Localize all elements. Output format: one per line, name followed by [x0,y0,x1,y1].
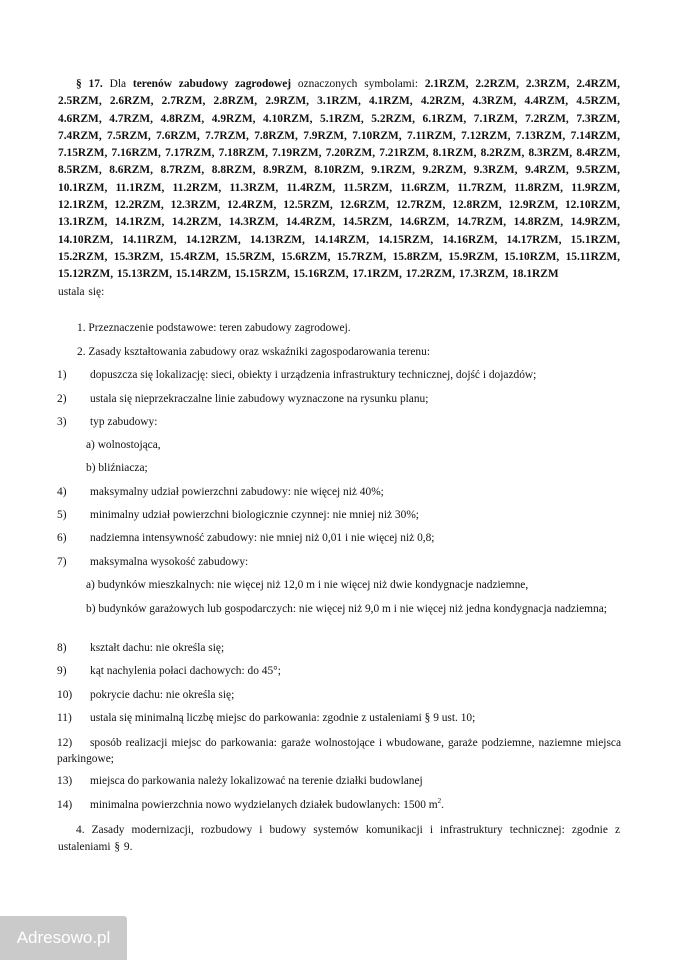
item-number: 4) [57,486,67,498]
list-item [57,711,475,726]
intro-text: Dla [109,78,127,90]
item-end: . [441,799,444,811]
list-item [57,735,621,767]
item-number: 14) [57,799,73,811]
item-number: 10) [57,689,73,701]
point-2: 2. Zasady kształtowania zabudowy oraz wskaźniki zagospodarowania terenu: [77,346,430,358]
list-item [57,392,428,407]
list-item [57,555,248,570]
list-item [57,415,157,430]
sub-item: a) budynków mieszkalnych: nie więcej niż 12,0 m i nie więcej niż dwie kondygnacje nadziemne, [86,579,529,591]
item-text: sposób realizacji miejsc do parkowania: garaże wolnostojące i wbudowane, garaże podziemne, naziemne miejsca parkingowe; [57,737,621,765]
item-number: 11) [57,712,72,724]
item-number: 3) [57,416,67,428]
list-item [57,688,234,703]
superscript: 2 [437,797,442,806]
item-text: pokrycie dachu: nie określa się; [90,689,235,701]
item-number: 8) [57,642,67,654]
item-text: nadziemna intensywność zabudowy: nie mniej niż 0,01 i nie więcej niż 0,8; [90,532,435,544]
list-item [57,368,536,383]
watermark-logo: Adresowo.pl [0,916,127,960]
point-4: 4. Zasady modernizacji, rozbudowy i budowy systemów komunikacji i infrastruktury technicznej: zgodnie z ustaleniami § 9. [58,824,620,854]
section-number: § 17. [76,78,103,90]
item-text: kształt dachu: nie określa się; [90,642,225,654]
list-item [57,641,224,656]
sub-item: a) wolnostojąca, [86,439,161,451]
intro-tail: oznaczonych symbolami: [297,78,418,90]
item-text: dopuszcza się lokalizację: sieci, obiekty i urządzenia infrastruktury technicznej, dojść i dojazdów; [90,369,537,381]
item-text: miejsca do parkowania należy lokalizować na terenie działki budowlanej [90,775,423,787]
item-number: 1) [57,369,67,381]
item-text: ustala się minimalną liczbę miejsc do parkowania: zgodnie z ustaleniami § 9 ust. 10; [90,712,476,724]
intro-ending: ustala się: [58,285,105,298]
sub-item: b) bliźniacza; [86,462,148,474]
sub-item: b) budynków garażowych lub gospodarczych: nie więcej niż 9,0 m i nie więcej niż jedna kondygnacja nadziemna; [86,603,607,615]
list-item [57,774,423,789]
list-item [57,664,281,679]
item-text: minimalny udział powierzchni biologicznie czynnej: nie mniej niż 30%; [90,509,419,521]
item-number: 5) [57,509,67,521]
point-1: 1. Przeznaczenie podstawowe: teren zabudowy zagrodowej. [77,322,351,334]
item-number: 9) [57,665,67,677]
section-17-paragraph [58,76,620,301]
list-item [57,798,444,813]
item-text: ustala się nieprzekraczalne linie zabudowy wyznaczone na rysunku planu; [90,393,429,405]
list-item [57,508,419,523]
item-number: 13) [57,775,73,787]
item-text: typ zabudowy: [90,416,158,428]
item-number: 12) [57,737,73,749]
item-text: kąt nachylenia połaci dachowych: do 45°; [90,665,281,677]
item-number: 2) [57,393,67,405]
item-number: 7) [57,556,67,568]
item-text: maksymalna wysokość zabudowy: [90,556,249,568]
item-number: 6) [57,532,67,544]
list-item [57,531,434,546]
item-text: maksymalny udział powierzchni zabudowy: nie więcej niż 40%; [90,486,384,498]
list-item [57,485,384,500]
item-text: minimalna powierzchnia nowo wydzielanych działek budowlanych: 1500 m [90,799,438,811]
land-type: terenów zabudowy zagrodowej [132,78,292,90]
symbol-list: 2.1RZM, 2.2RZM, 2.3RZM, 2.4RZM, 2.5RZM, 2.6RZM, 2.7RZM, 2.8RZM, 2.9RZM, 3.1RZM, 4.1RZM, 4.2RZM, 4.3RZM, 4.4RZM, 4.5RZM, 4.6RZM, 4.7RZM, 4.8RZM, 4.9RZM, 4.10RZM, 5.1RZM, 5.2RZM, 6.1RZM, 7.1RZM, 7.2RZM, 7.3RZM, 7.4RZM, 7.5RZM, 7.6RZM, 7.7RZM, 7.8RZM, 7.9RZM, 7.10RZM, 7.11RZM, 7.12RZM, 7.13RZM, 7.14RZM, 7.15RZM, 7.16RZM, 7.17RZM, 7.18RZM, 7.19RZM, 7.20RZM, 7.21RZM, 8.1RZM, 8.2RZM, 8.3RZM, 8.4RZM, 8.5RZM, 8.6RZM, 8.7RZM, 8.8RZM, 8.9RZM, 8.10RZM, 9.1RZM, 9.2RZM, 9.3RZM, 9.4RZM, 9.5RZM, 10.1RZM, 11.1RZM, 11.2RZM, 11.3RZM, 11.4RZM, 11.5RZM, 11.6RZM, 11.7RZM, 11.8RZM, 11.9RZM, 12.1RZM, 12.2RZM, 12.3RZM, 12.4RZM, 12.5RZM, 12.6RZM, 12.7RZM, 12.8RZM, 12.9RZM, 12.10RZM, 13.1RZM, 14.1RZM, 14.2RZM, 14.3RZM, 14.4RZM, 14.5RZM, 14.6RZM, 14.7RZM, 14.8RZM, 14.9RZM, 14.10RZM, 14.11RZM, 14.12RZM, 14.13RZM, 14.14RZM, 14.15RZM, 14.16RZM, 14.17RZM, 15.1RZM, 15.2RZM, 15.3RZM, 15.4RZM, 15.5RZM, 15.6RZM, 15.7RZM, 15.8RZM, 15.9RZM, 15.10RZM, 15.11RZM, 15.12RZM, 15.13RZM, 15.14RZM, 15.15RZM, 15.16RZM, 17.1RZM, 17.2RZM, 17.3RZM, 18.1RZM [58,78,620,281]
